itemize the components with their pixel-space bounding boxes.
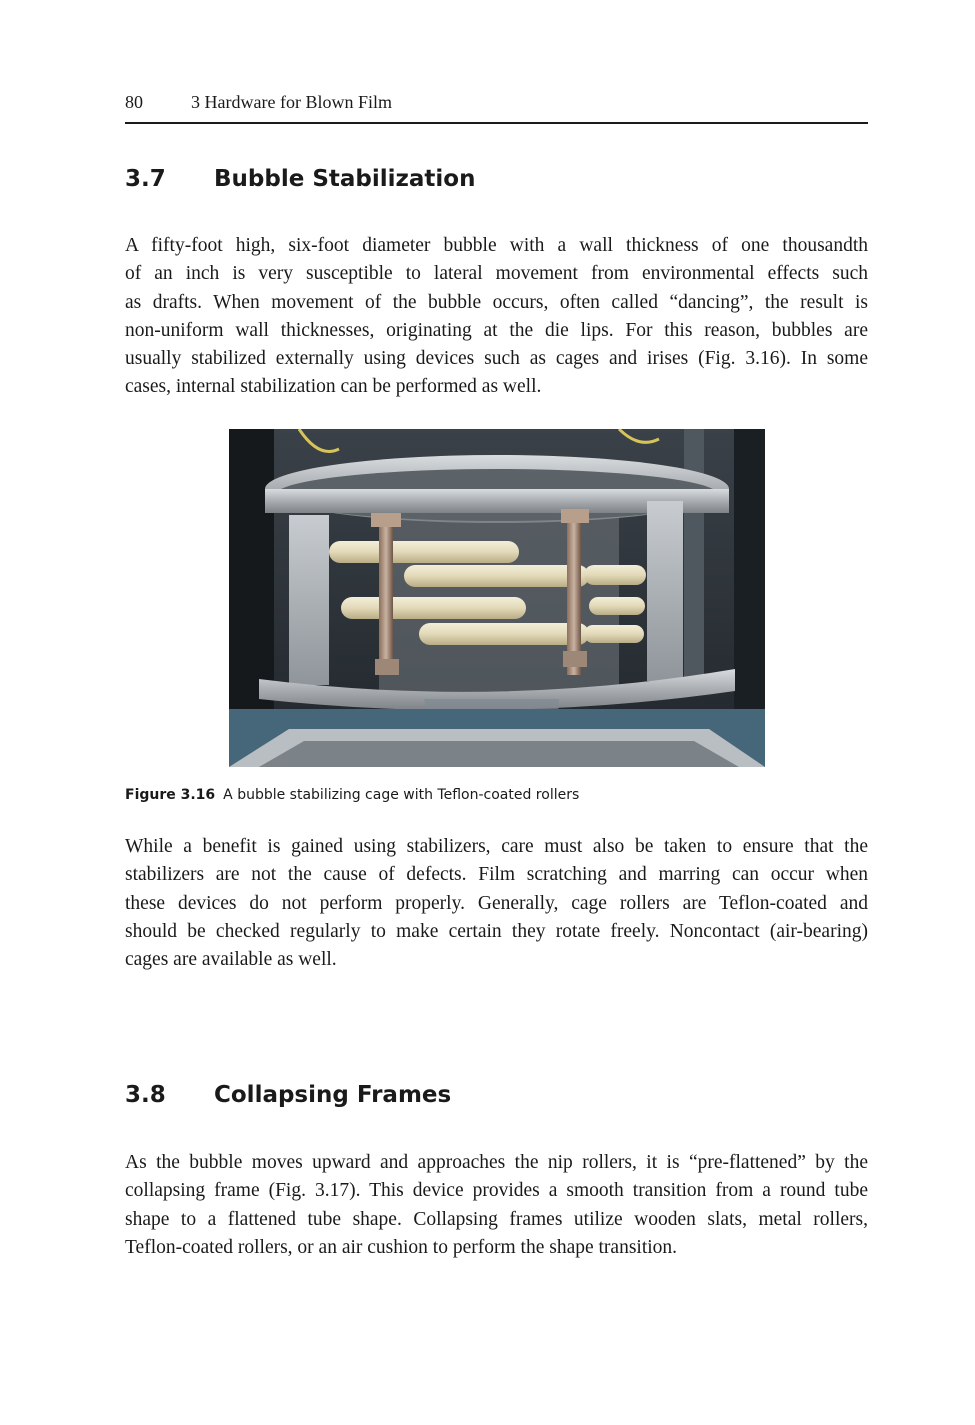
text-line: non-uniform wall thicknesses, originating at the die lips. For this reason, bubbles are <box>125 319 868 341</box>
section-title: Collapsing Frames <box>214 1082 452 1108</box>
text-line: stabilizers are not the cause of defects. Film scratching and marring can occur when <box>125 864 868 886</box>
figure-caption-text: A bubble stabilizing cage with Teflon-coated rollers <box>223 787 580 803</box>
text-line: usually stabilized externally using devices such as cages and irises (Fig. 3.16). In some <box>125 348 868 370</box>
text-line: cases, internal stabilization can be performed as well. <box>125 376 542 398</box>
section-heading-3-8 <box>125 1082 451 1108</box>
text-line: As the bubble moves upward and approaches the nip rollers, it is “pre-flattened” by the <box>125 1152 868 1173</box>
section-number: 3.8 <box>125 1082 166 1108</box>
running-header <box>125 92 868 124</box>
paragraph-collapsing-frames <box>125 1149 868 1262</box>
text-line: should be checked regularly to make certain they rotate freely. Noncontact (air-bearing) <box>125 920 868 942</box>
text-line: Teflon-coated rollers, or an air cushion to perform the shape transition. <box>125 1236 678 1258</box>
section-heading-3-7 <box>125 166 475 192</box>
running-title: 3 Hardware for Blown Film <box>191 92 392 112</box>
text-line: A fifty-foot high, six-foot diameter bubble with a wall thickness of one thousandth <box>125 235 868 256</box>
figure-caption <box>125 787 579 803</box>
text-line: shape to a flattened tube shape. Collapsing frames utilize wooden slats, metal rollers, <box>125 1208 868 1230</box>
paragraph-bubble-stabilization <box>125 232 868 402</box>
figure-photo-stabilizing-cage <box>229 429 765 767</box>
text-line: While a benefit is gained using stabilizers, care must also be taken to ensure that the <box>125 836 868 857</box>
text-line: collapsing frame (Fig. 3.17). This device provides a smooth transition from a round tube <box>125 1180 868 1202</box>
text-line: of an inch is very susceptible to lateral movement from environmental effects such <box>125 263 868 285</box>
text-line: these devices do not perform properly. Generally, cage rollers are Teflon-coated and <box>125 892 868 914</box>
page-number: 80 <box>125 92 143 112</box>
section-title: Bubble Stabilization <box>214 166 476 192</box>
paragraph-stabilizer-care <box>125 833 868 974</box>
text-line: cages are available as well. <box>125 949 337 971</box>
figure-label: Figure 3.16 <box>125 787 216 803</box>
text-line: as drafts. When movement of the bubble occurs, often called “dancing”, the result is <box>125 291 868 313</box>
cage-photo-illustration <box>229 429 765 767</box>
section-number: 3.7 <box>125 166 166 192</box>
